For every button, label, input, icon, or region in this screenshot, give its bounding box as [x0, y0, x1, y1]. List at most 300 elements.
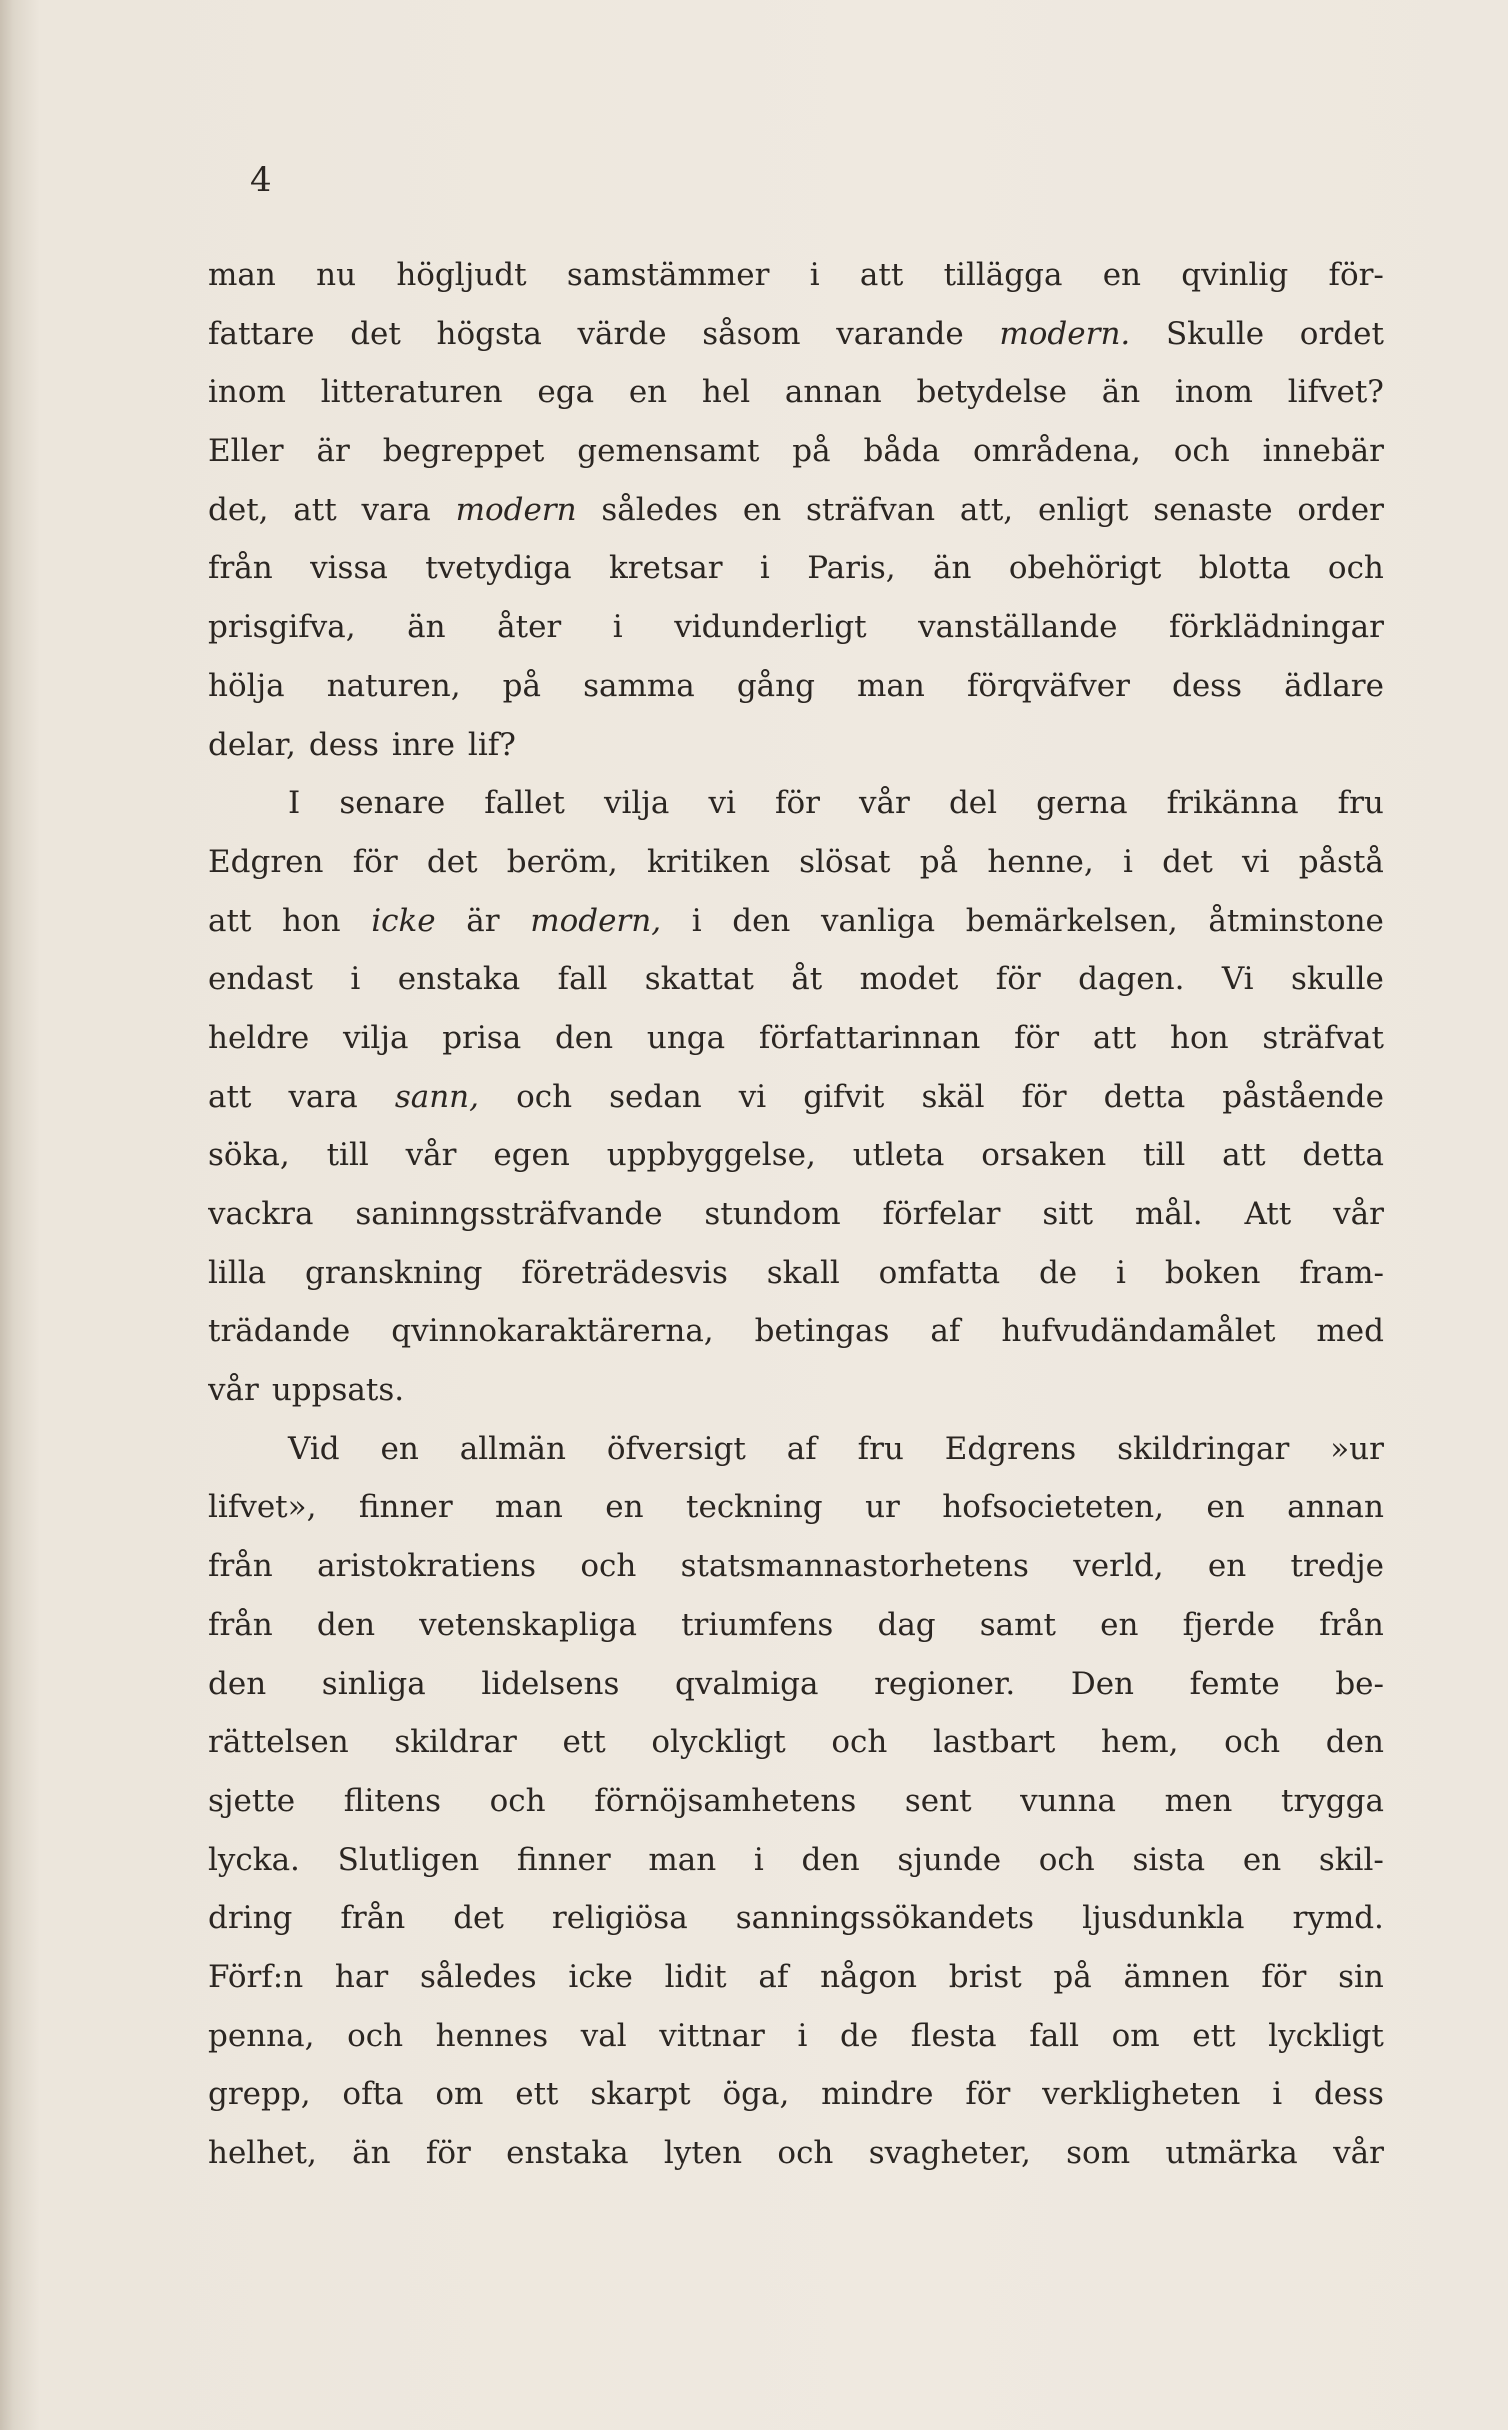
word: att [859, 257, 904, 293]
word: från [208, 1606, 273, 1643]
word: sträfvan [806, 491, 936, 528]
word: Skulle [1165, 315, 1265, 352]
word: på [919, 843, 959, 880]
word: och [831, 1724, 888, 1761]
word: order [1297, 491, 1384, 528]
word: lifvet», [208, 1489, 317, 1526]
word: de [839, 2017, 879, 2054]
word: en [380, 1430, 419, 1467]
word: i [691, 902, 702, 939]
word: det [426, 843, 478, 880]
word: påstående [1222, 1078, 1384, 1115]
word: för [425, 2135, 471, 2171]
word: dag [877, 1606, 936, 1643]
word: vara [361, 491, 431, 528]
word: lastbart [932, 1724, 1056, 1761]
word: inom [208, 374, 286, 411]
word: för [1021, 1078, 1067, 1115]
word: samstämmer [566, 257, 770, 293]
word: än [407, 609, 446, 646]
text-line [208, 833, 1384, 892]
word: vackra [208, 1196, 314, 1232]
word: brist [948, 1958, 1022, 1995]
word: gång [736, 667, 815, 704]
word: vissa [310, 550, 388, 587]
word: man [208, 257, 276, 293]
word: skattat [644, 961, 754, 998]
word: och [347, 2017, 404, 2054]
word: det [453, 1900, 504, 1937]
word: helhet, [208, 2135, 317, 2171]
word: sinliga [321, 1665, 426, 1702]
word: vi [708, 785, 736, 822]
italic-word: icke [371, 902, 436, 939]
word: endast [208, 961, 314, 998]
word: hel [701, 374, 751, 411]
word: en [1242, 1841, 1282, 1878]
word: och [1327, 550, 1384, 587]
word: olyckligt [651, 1724, 786, 1761]
word: vara [288, 1078, 358, 1115]
word: hölja [208, 667, 285, 704]
word: betingas [754, 1313, 890, 1350]
word: vår [1333, 2135, 1384, 2171]
word: enstaka [397, 961, 521, 998]
word: rättelsen [208, 1724, 349, 1761]
word: ur [865, 1489, 900, 1526]
word: båda [863, 433, 941, 470]
word: vanliga [820, 902, 936, 939]
word: mål. [1134, 1196, 1203, 1232]
word: utmärka [1165, 2135, 1298, 2171]
text-line [208, 422, 1384, 481]
word: betydelse [916, 374, 1068, 411]
word: skall [766, 1254, 840, 1291]
body-text [208, 246, 1384, 2183]
word: fram- [1299, 1254, 1384, 1291]
word: af [786, 1430, 817, 1467]
word: från [1319, 1606, 1384, 1643]
word: regioner. [874, 1665, 1016, 1702]
word: som [1066, 2135, 1131, 2171]
word: hufvudändamålet [1001, 1313, 1276, 1350]
word: fattare [208, 315, 315, 352]
word: sista [1132, 1841, 1206, 1878]
word: ädlare [1284, 667, 1384, 704]
word: för [995, 961, 1041, 998]
word: religiösa [551, 1900, 688, 1937]
word: och [580, 1548, 637, 1585]
word: på [792, 433, 831, 470]
word: ordet [1299, 315, 1384, 352]
text-line [208, 1478, 1384, 1537]
word: utleta [852, 1137, 945, 1174]
word: lif? [467, 726, 516, 763]
word: än [933, 550, 972, 587]
word: begreppet [382, 433, 545, 470]
word: och [516, 1078, 573, 1115]
word: omfatta [878, 1254, 1001, 1291]
word: i [1272, 2076, 1283, 2113]
word: hon [1169, 1019, 1229, 1056]
word: vilja [343, 1019, 409, 1056]
word: öga, [722, 2076, 790, 2113]
word: att, [959, 491, 1014, 528]
word: lilla [208, 1254, 267, 1291]
word: söka, [208, 1137, 290, 1174]
word: be- [1335, 1665, 1384, 1702]
word: på [1053, 1958, 1092, 1995]
text-line [208, 1244, 1384, 1303]
word: vi [738, 1078, 767, 1115]
text-line [208, 1302, 1384, 1361]
text-line [208, 481, 1384, 540]
word: prisgifva, [208, 609, 356, 646]
word: slösat [799, 843, 891, 880]
word: lyckligt [1268, 2017, 1384, 2054]
word: författarinnan [758, 1019, 981, 1056]
text-line [208, 1185, 1384, 1244]
word: lyten [663, 2135, 743, 2171]
word: saninngssträfvande [355, 1196, 663, 1232]
word: öfversigt [606, 1430, 746, 1467]
word: för [1261, 1958, 1307, 1995]
word: på [502, 667, 541, 704]
word: stundom [704, 1196, 841, 1232]
word: till [1143, 1137, 1186, 1174]
word: beröm, [506, 843, 618, 880]
word: för [774, 785, 820, 822]
word: men [1164, 1782, 1233, 1819]
word: Paris, [807, 550, 896, 587]
word: sedan [609, 1078, 702, 1115]
italic-word: modern [455, 491, 577, 528]
word: vår [208, 1372, 259, 1409]
word: områdena, [973, 433, 1141, 470]
word: »ur [1330, 1430, 1384, 1467]
word: den [801, 1841, 860, 1878]
word: qvinlig [1181, 257, 1289, 293]
word: en [605, 1489, 644, 1526]
word: skarpt [590, 2076, 691, 2113]
word: tredje [1290, 1548, 1384, 1585]
word: hennes [435, 2017, 549, 2054]
word: en [628, 374, 668, 411]
text-line [208, 1420, 1384, 1479]
word: förklädningar [1168, 609, 1384, 646]
word: ofta [342, 2076, 404, 2113]
word: en [1102, 257, 1142, 293]
word: granskning [305, 1254, 483, 1291]
word: och [1038, 1841, 1095, 1878]
word: femte [1189, 1665, 1280, 1702]
word: ett [1192, 2017, 1236, 2054]
word: detta [1302, 1137, 1384, 1174]
text-line [208, 950, 1384, 1009]
word: åt [791, 961, 823, 998]
word: lifvet? [1287, 374, 1384, 411]
text-line [208, 1772, 1384, 1831]
word: inre [391, 726, 455, 763]
word: aristokratiens [317, 1548, 536, 1585]
text-line [208, 1009, 1384, 1068]
word: Att [1244, 1196, 1292, 1232]
word: i [1123, 843, 1133, 880]
word: värde [577, 315, 667, 352]
word: åter [497, 609, 562, 646]
word: hon [282, 902, 341, 939]
word: från [340, 1900, 406, 1937]
text-line [208, 774, 1384, 833]
word: är [316, 433, 350, 470]
word: ljusdunkla [1082, 1900, 1245, 1937]
word: man [495, 1489, 563, 1526]
word: lidit [664, 1958, 727, 1995]
word: således [601, 491, 719, 528]
text-line [208, 1831, 1384, 1890]
word: fall [557, 961, 608, 998]
word: blotta [1198, 550, 1291, 587]
text-line [208, 1537, 1384, 1596]
word: således [419, 1958, 537, 1995]
word: val [580, 2017, 627, 2054]
word: och [777, 2135, 834, 2171]
word: förfelar [882, 1196, 1001, 1232]
word: Vi [1221, 961, 1254, 998]
word: Edgrens [944, 1430, 1077, 1467]
word: det [350, 315, 401, 352]
word: mindre [821, 2076, 934, 2113]
word: annan [784, 374, 882, 411]
word: fjerde [1182, 1606, 1276, 1643]
word: bemärkelsen, [965, 902, 1178, 939]
word: enstaka [506, 2135, 629, 2171]
word: egen [493, 1137, 570, 1174]
word: dagen. [1078, 961, 1185, 998]
word: innebär [1262, 433, 1384, 470]
word: sträfvat [1262, 1019, 1384, 1056]
word: boken [1164, 1254, 1261, 1291]
word: svagheter, [868, 2135, 1031, 2171]
word: för [1014, 1019, 1060, 1056]
word: obehörigt [1008, 550, 1162, 587]
word: triumfens [681, 1606, 834, 1643]
word: verld, [1073, 1548, 1164, 1585]
word: i [350, 961, 361, 998]
text-line [208, 2124, 1384, 2183]
word: varande [836, 315, 964, 352]
word: Vid [288, 1430, 340, 1467]
word: än [352, 2135, 391, 2171]
text-line [208, 363, 1384, 422]
word: fru [1337, 785, 1384, 822]
word: gifvit [803, 1078, 885, 1115]
word: Förf:n [208, 1958, 304, 1995]
word: i [1116, 1254, 1126, 1291]
word: den [316, 1606, 376, 1643]
word: gerna [1036, 785, 1128, 822]
word: nu [316, 257, 357, 293]
word: högljudt [396, 257, 527, 293]
word: vilja [603, 785, 670, 822]
word: man [857, 667, 925, 704]
word: vittnar [659, 2017, 765, 2054]
word: flesta [910, 2017, 997, 2054]
text-line [208, 2065, 1384, 2124]
word: orsaken [981, 1137, 1107, 1174]
word: högsta [436, 315, 542, 352]
word: verkligheten [1042, 2076, 1241, 2113]
word: om [1111, 2017, 1160, 2054]
text-line [208, 305, 1384, 364]
italic-word: modern, [530, 902, 662, 939]
word: man [648, 1841, 717, 1878]
word: från [208, 550, 273, 587]
word: trädande [208, 1313, 351, 1350]
text-line [208, 1596, 1384, 1655]
word: sjunde [897, 1841, 1002, 1878]
word: än [1101, 374, 1141, 411]
word: qvinnokaraktärerna, [391, 1313, 714, 1350]
word: sin [1338, 1958, 1384, 1995]
word: af [758, 1958, 789, 1995]
italic-word: sann, [394, 1078, 480, 1115]
word: i [797, 2017, 808, 2054]
word: henne, [987, 843, 1094, 880]
word: detta [1103, 1078, 1186, 1115]
word: gemensamt [577, 433, 760, 470]
word: vi [1242, 843, 1270, 880]
text-line [208, 1361, 1384, 1420]
word: sanningssökandets [735, 1900, 1035, 1937]
word: fallet [484, 785, 565, 822]
word: förqväfver [966, 667, 1130, 704]
word: kretsar [608, 550, 723, 587]
word: tillägga [943, 257, 1063, 293]
word: vetenskapliga [419, 1606, 637, 1643]
word: att [208, 1078, 252, 1115]
word: Slutligen [337, 1841, 480, 1878]
word: ett [562, 1724, 606, 1761]
word: allmän [459, 1430, 566, 1467]
word: en [1206, 1489, 1245, 1526]
word: skulle [1291, 961, 1384, 998]
word: den [732, 902, 791, 939]
word: är [466, 902, 500, 939]
word: ega [537, 374, 595, 411]
word: och [489, 1782, 546, 1819]
word: hofsocieteten, [942, 1489, 1164, 1526]
word: för- [1328, 257, 1384, 293]
text-line [208, 539, 1384, 598]
word: och [1224, 1724, 1281, 1761]
text-line [208, 1889, 1384, 1948]
word: senaste [1153, 491, 1273, 528]
word: en [1100, 1606, 1139, 1643]
word: af [930, 1313, 961, 1350]
word: skildringar [1117, 1430, 1290, 1467]
word: vår [859, 785, 910, 822]
word: tvetydiga [425, 550, 572, 587]
text-line [208, 716, 1384, 775]
word: del [948, 785, 998, 822]
word: dring [208, 1900, 293, 1937]
word: det, [208, 491, 269, 528]
word: sitt [1042, 1196, 1094, 1232]
word: det [1162, 843, 1213, 880]
word: senare [339, 785, 446, 822]
word: rymd. [1292, 1900, 1384, 1937]
word: ett [515, 2076, 559, 2113]
word: skäl [921, 1078, 985, 1115]
word: i [753, 1841, 764, 1878]
word: i [759, 550, 770, 587]
word: att [1222, 1137, 1266, 1174]
word: vunna [1020, 1782, 1117, 1819]
word: annan [1287, 1489, 1384, 1526]
word: företrädesvis [521, 1254, 728, 1291]
word: med [1316, 1313, 1384, 1350]
word: om [435, 2076, 484, 2113]
word: qvalmiga [675, 1665, 819, 1702]
word: har [334, 1958, 389, 1995]
word: Eller [208, 433, 284, 470]
word: dess [1313, 2076, 1384, 2113]
word: finner [516, 1841, 611, 1878]
text-line [208, 1948, 1384, 2007]
text-line [208, 2007, 1384, 2066]
text-line [208, 657, 1384, 716]
word: påstå [1298, 843, 1384, 880]
text-line [208, 1068, 1384, 1127]
word: fall [1029, 2017, 1080, 2054]
word: lidelsens [481, 1665, 620, 1702]
word: lycka. [208, 1841, 300, 1878]
word: i [809, 257, 820, 293]
word: sent [904, 1782, 972, 1819]
word: dess [1171, 667, 1242, 704]
word: icke [568, 1958, 633, 1995]
word: teckning [686, 1489, 823, 1526]
word: skil- [1318, 1841, 1384, 1878]
word: sjette [208, 1782, 296, 1819]
word: fru [857, 1430, 904, 1467]
word: förnöjsamhetens [594, 1782, 857, 1819]
word: samma [583, 667, 695, 704]
word: trygga [1280, 1782, 1384, 1819]
word: hem, [1100, 1724, 1179, 1761]
word: kritiken [646, 843, 770, 880]
word: någon [820, 1958, 917, 1995]
word: penna, [208, 2017, 315, 2054]
word: och [1173, 433, 1230, 470]
word: att [1092, 1019, 1137, 1056]
word: för [965, 2076, 1011, 2113]
word: en [1207, 1548, 1247, 1585]
word: naturen, [326, 667, 461, 704]
text-line [208, 1655, 1384, 1714]
word: vår [1333, 1196, 1384, 1232]
page-number: 4 [250, 160, 272, 200]
word: grepp, [208, 2076, 311, 2113]
word: flitens [343, 1782, 442, 1819]
word: Edgren [208, 843, 324, 880]
word: åtminstone [1208, 902, 1384, 939]
text-line [208, 1126, 1384, 1185]
word: ämnen [1123, 1958, 1230, 1995]
text-line [208, 598, 1384, 657]
text-line [208, 1713, 1384, 1772]
